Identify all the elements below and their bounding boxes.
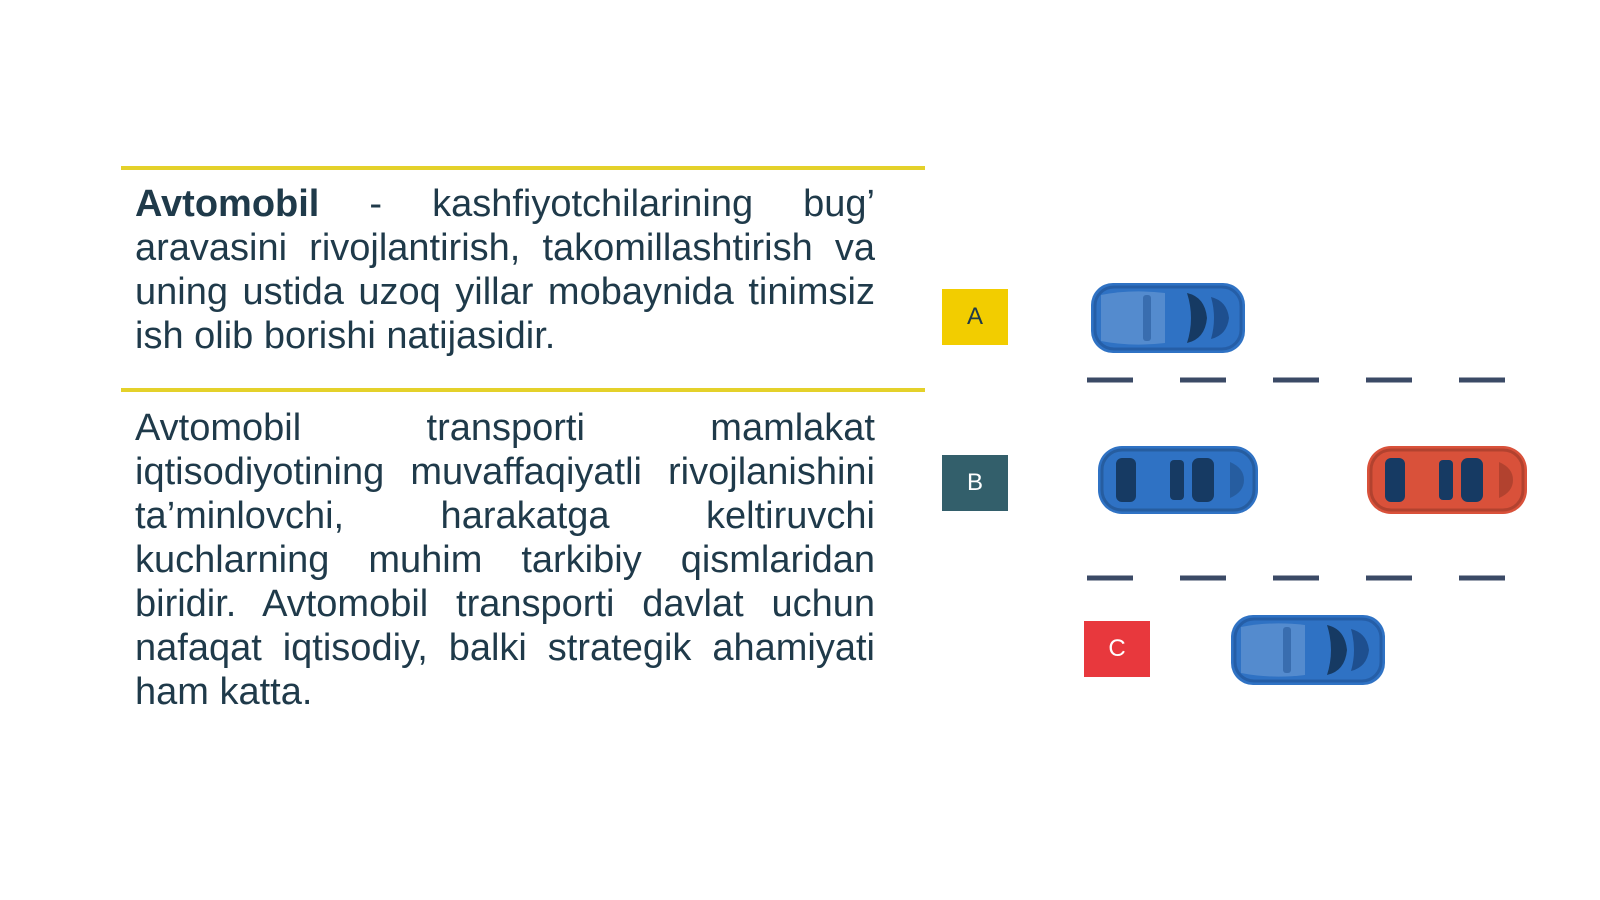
intro-text: - kashfiyotchilarining bug’ aravasini rivojlantirish, takomillashtirish va uning ustida uzoq yillar mobaynida tinimsiz ish olib borishi natijasidir. [135,183,875,357]
car-lane-b-blue [1098,446,1258,514]
car-lane-a [1091,283,1245,353]
car-lane-c [1231,615,1385,685]
lane-c-badge: C [1084,621,1150,677]
lane-b-badge: B [942,455,1008,511]
lane-a-badge: A [942,289,1008,345]
intro-term: Avtomobil [135,183,320,225]
car-lane-b-red [1367,446,1527,514]
transport-paragraph: Avtomobil transporti mamlakat iqtisodiyotining muvaffaqiyatli rivojlanishini ta’minlovchi, harakatga keltiruvchi kuchlarning muhim tarkibiy qismlaridan biridir. Avtomobil transporti davlat uchun nafaqat iqtisodiy, balki strategik ahamiyati ham katta. [135,407,875,713]
